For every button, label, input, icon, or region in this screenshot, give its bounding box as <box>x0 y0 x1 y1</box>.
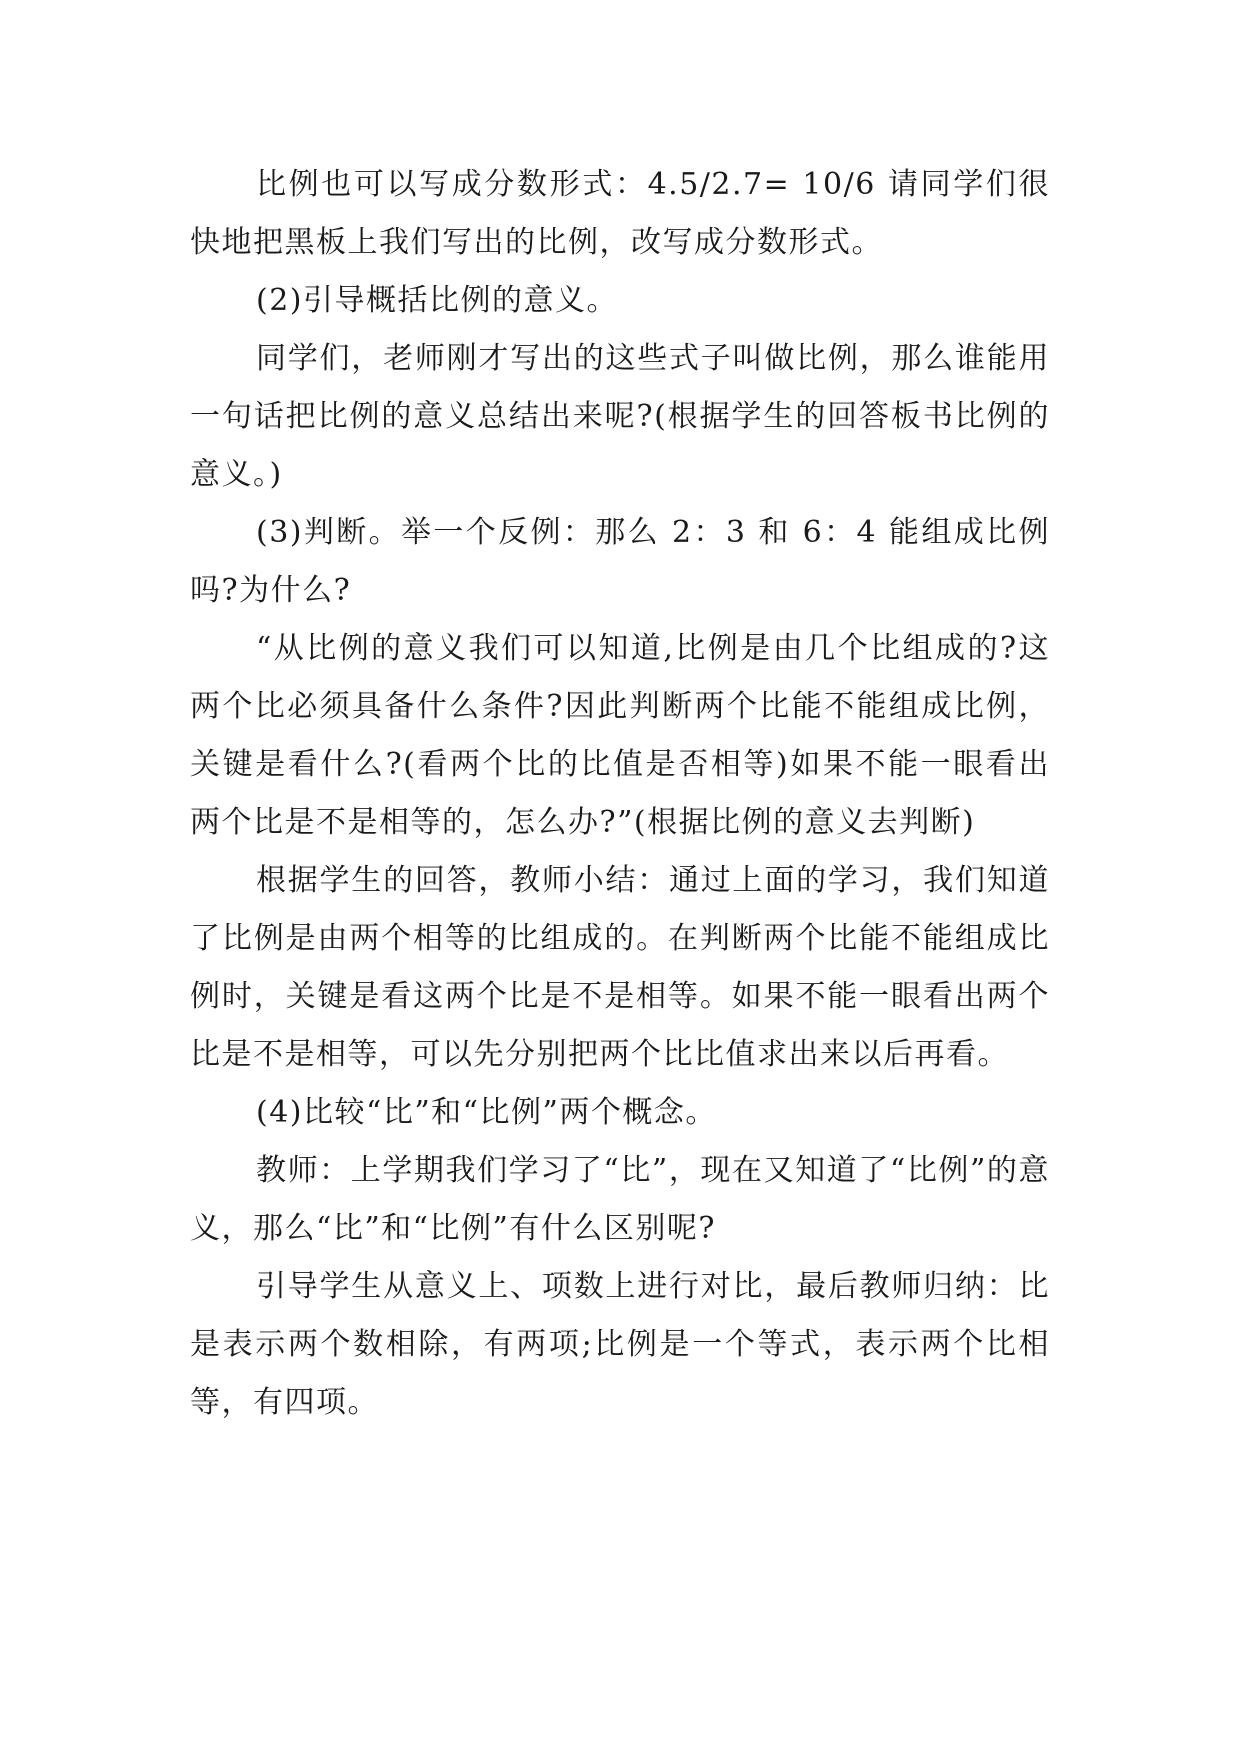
paragraph-summarize-meaning: 同学们，老师刚才写出的这些式子叫做比例，那么谁能用一句话把比例的意义总结出来呢?(根据学生的回答板书比例的意义。) <box>190 341 1050 492</box>
paragraph-conclusion: 引导学生从意义上、项数上进行对比，最后教师归纳：比是表示两个数相除，有两项;比例是一个等式，表示两个比相等，有四项。 <box>190 1269 1050 1420</box>
paragraph-quoted-questions: “从比例的意义我们可以知道,比例是由几个比组成的?这两个比必须具备什么条件?因此判断两个比能不能组成比例，关键是看什么?(看两个比的比值是否相等)如果不能一眼看出两个比是不是相等的，怎么办?”(根据比例的意义去判断) <box>190 631 1050 840</box>
paragraph-step-2-heading: (2)引导概括比例的意义。 <box>256 283 618 318</box>
paragraph-teacher-question: 教师：上学期我们学习了“比”，现在又知道了“比例”的意义，那么“比”和“比例”有什么区别呢? <box>190 1153 1050 1246</box>
paragraph-teacher-summary: 根据学生的回答，教师小结：通过上面的学习，我们知道了比例是由两个相等的比组成的。在判断两个比能不能组成比例时，关键是看这两个比是不是相等。如果不能一眼看出两个比是不是相等，可以先分别把两个比比值求出来以后再看。 <box>190 863 1050 1072</box>
paragraph-step-4-heading: (4)比较“比”和“比例”两个概念。 <box>256 1095 717 1130</box>
document-body <box>190 156 1050 1432</box>
paragraph-fraction-form: 比例也可以写成分数形式：4.5/2.7= 10/6 请同学们很快地把黑板上我们写出的比例，改写成分数形式。 <box>190 167 1050 260</box>
paragraph-step-3-judgement: (3)判断。举一个反例：那么 2：3 和 6：4 能组成比例吗?为什么? <box>190 515 1050 608</box>
